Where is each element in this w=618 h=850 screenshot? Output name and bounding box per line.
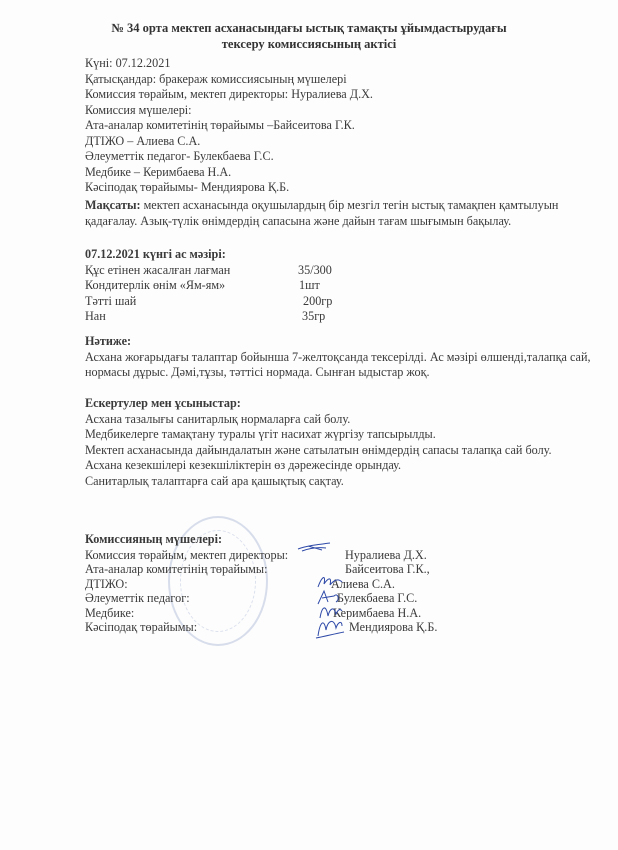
remark-item: Медбикелерге тамақтану туралы үгіт насихат жүргізу тапсырылды.	[85, 427, 436, 441]
purpose-label: Мақсаты:	[85, 198, 141, 212]
document-title	[60, 20, 558, 52]
member-line: Медбике – Керимбаева Н.А.	[85, 164, 232, 179]
menu-item-qty: 35гр	[302, 309, 326, 323]
signature-row	[85, 577, 505, 592]
signature-row	[85, 591, 505, 606]
member-line: ДТІЖО – Алиева С.А.	[85, 133, 201, 148]
signatures-section	[85, 532, 505, 635]
header-info	[85, 56, 373, 196]
purpose-text: мектеп асханасында оқушылардың бір мезгіл тегін ыстық тамақпен қамтылуын	[140, 198, 559, 212]
remark-item: Санитарлық талаптарға сай ара қашықтық сақтау.	[85, 473, 344, 488]
signatory-role: Ата-аналар комитетінің төрайымы:	[85, 562, 268, 576]
menu-item	[85, 294, 385, 310]
menu-item-name: Тәтті шай	[85, 293, 137, 308]
remarks-heading: Ескертулер мен ұсыныстар:	[85, 396, 241, 410]
menu-section	[85, 247, 385, 325]
participants-line: Қатысқандар: бракераж комиссиясының мүшелері	[85, 71, 347, 86]
member-line: Ата-аналар комитетінің төрайымы –Байсеитова Г.К.	[85, 118, 355, 132]
result-text: нормасы дұрыс. Дәмі,тұзы, тәттісі нормада. Сынған ыдыстар жоқ.	[85, 365, 430, 379]
menu-item	[85, 309, 385, 325]
signature-row	[85, 606, 505, 621]
members-heading: Комиссия мүшелері:	[85, 102, 192, 117]
remark-item: Асхана кезекшілері кезекшіліктерін өз дәрежесінде орындау.	[85, 458, 402, 472]
signature-row	[85, 562, 505, 577]
signatures-heading: Комиссияның мүшелері:	[85, 532, 223, 546]
signatory-name: Нуралиева Д.Х.	[345, 547, 427, 562]
title-line-1: № 34 орта мектеп асханасындағы ыстық тамақты ұйымдастырудағы	[111, 21, 507, 35]
signature-row	[85, 548, 505, 563]
signature-mark	[312, 614, 346, 640]
remarks-section	[85, 396, 552, 489]
signatory-role: ДТІЖО:	[85, 576, 128, 591]
signatory-role: Кәсіподақ төрайымы:	[85, 620, 198, 634]
signatory-name: Байсеитова Г.К.,	[345, 562, 430, 576]
chair-line: Комиссия төрайым, мектеп директоры: Нуралиева Д.Х.	[85, 87, 373, 101]
signatory-name: Керимбаева Н.А.	[333, 605, 422, 620]
signatory-name: Алиева С.А.	[331, 576, 395, 591]
result-text: Асхана жоғарыдағы талаптар бойынша 7-желтоқсанда тексерілді. Ас мәзірі өлшенді,талапқа сай,	[85, 349, 591, 364]
signature-mark	[296, 540, 332, 554]
title-line-2: тексеру комиссиясының актісі	[221, 37, 397, 51]
signatory-name: Мендиярова Қ.Б.	[349, 620, 438, 634]
purpose-text-continued: қадағалау. Азық-түлік өнімдердің сапасына және дайын тағам шығымын бақылау.	[85, 213, 512, 228]
date-line: Күні: 07.12.2021	[85, 56, 171, 70]
member-line: Кәсіподақ төрайымы- Мендиярова Қ.Б.	[85, 180, 290, 194]
signatory-role: Әлеуметтік педагог:	[85, 591, 190, 605]
signatory-role: Медбике:	[85, 605, 135, 620]
purpose-section	[85, 198, 558, 229]
menu-item	[85, 278, 385, 294]
menu-item-qty: 1шт	[299, 278, 320, 292]
signatory-name: Булекбаева Г.С.	[337, 591, 418, 605]
remark-item: Мектеп асханасында дайындалатын және сатылатын өнімдердің сапасы талапқа сай болу.	[85, 442, 552, 457]
result-heading: Нәтиже:	[85, 334, 132, 348]
signature-row	[85, 620, 505, 635]
menu-item-name: Құс етінен жасалған лағман	[85, 262, 231, 277]
remark-item: Асхана тазалығы санитарлық нормаларға сай болу.	[85, 411, 351, 426]
member-line: Әлеуметтік педагог- Булекбаева Г.С.	[85, 149, 274, 163]
menu-item-qty: 35/300	[298, 262, 332, 277]
menu-heading: 07.12.2021 күнгі ас мәзірі:	[85, 247, 226, 261]
menu-item-qty: 200гр	[303, 293, 333, 308]
result-section	[85, 334, 591, 381]
menu-item-name: Кондитерлік өнім «Ям-ям»	[85, 278, 226, 292]
menu-item-name: Нан	[85, 309, 106, 323]
menu-item	[85, 263, 385, 279]
signatory-role: Комиссия төрайым, мектеп директоры:	[85, 547, 289, 562]
